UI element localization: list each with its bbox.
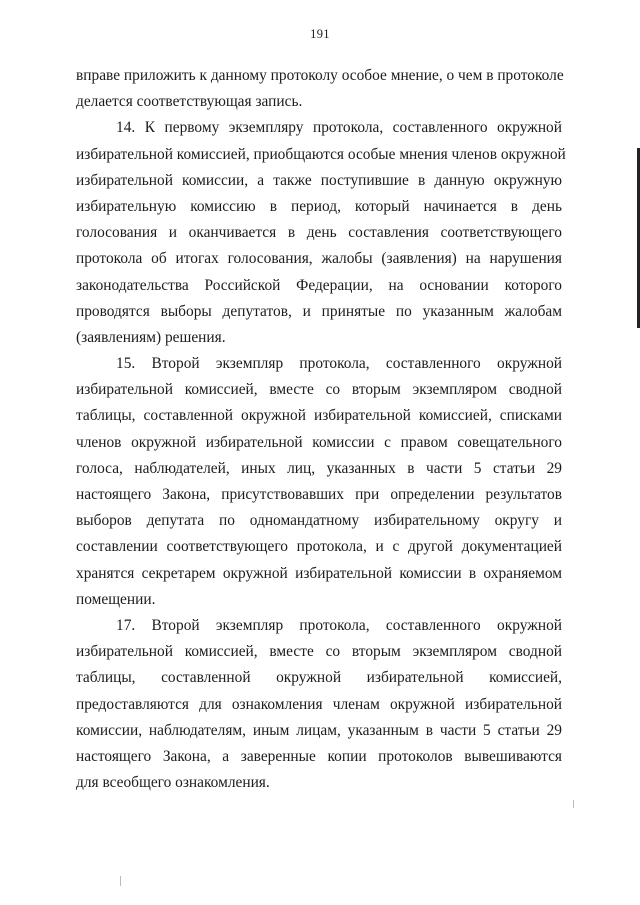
text-line: избирательной комиссией, вместе со вторым экземпляром сводной xyxy=(76,643,562,661)
text-line: законодательства Российской Федерации, на основании которого xyxy=(76,276,562,294)
text-line: для всеобщего ознакомления. xyxy=(76,774,270,792)
text-line: настоящего Закона, присутствовавших при определении результатов xyxy=(76,486,562,503)
text-line: таблицы, составленной окружной избирательной комиссией, списками xyxy=(76,407,562,425)
text-line: помещении. xyxy=(76,590,156,608)
text-line: протокола об итогах голосования, жалобы (заявления) на нарушения xyxy=(76,250,562,268)
text-line: избирательной комиссией, приобщаются особые мнения членов окружной xyxy=(76,145,566,163)
text-line: предоставляются для ознакомления членам окружной избирательной xyxy=(76,695,562,713)
text-line: хранятся секретарем окружной избирательной комиссии в охраняемом xyxy=(76,564,562,582)
text-line: (заявлениям) решения. xyxy=(76,328,226,346)
text-line: 17. Второй экземпляр протокола, составленного окружной xyxy=(116,616,562,634)
text-line: выборов депутата по одномандатному избирательному округу и xyxy=(76,512,562,530)
text-line: голоса, наблюдателей, иных лиц, указанных в части 5 статьи 29 xyxy=(76,459,562,477)
text-line: членов окружной избирательной комиссии с правом совещательного xyxy=(76,433,562,451)
scan-speck xyxy=(573,800,574,808)
text-line: проводятся выборы депутатов, и принятые по указанным жалобам xyxy=(76,302,562,320)
text-line: делается соответствующая запись. xyxy=(76,93,303,111)
text-line: таблицы, составленной окружной избирательной комиссией, xyxy=(76,669,562,687)
text-line: избирательной комиссией, вместе со вторым экземпляром сводной xyxy=(76,381,562,399)
text-line: избирательную комиссию в период, который начинается в день xyxy=(76,197,562,215)
scan-speck xyxy=(120,876,121,886)
text-line: голосования и оканчивается в день составления соответствующего xyxy=(76,224,562,242)
text-line: комиссии, наблюдателям, иным лицам, указанным в части 5 статьи 29 xyxy=(76,721,562,739)
text-line: избирательной комиссии, а также поступившие в данную окружную xyxy=(76,171,562,189)
text-line: настоящего Закона, а заверенные копии протоколов вывешиваются xyxy=(76,747,562,765)
text-line: вправе приложить к данному протоколу особое мнение, о чем в протоколе xyxy=(76,67,564,84)
text-line: 14. К первому экземпляру протокола, составленного окружной xyxy=(116,119,562,137)
text-line: составлении соответствующего протокола, и с другой документацией xyxy=(76,538,562,556)
text-line: 15. Второй экземпляр протокола, составленного окружной xyxy=(116,355,562,373)
page-number: 191 xyxy=(310,27,330,41)
document-body xyxy=(76,63,566,796)
